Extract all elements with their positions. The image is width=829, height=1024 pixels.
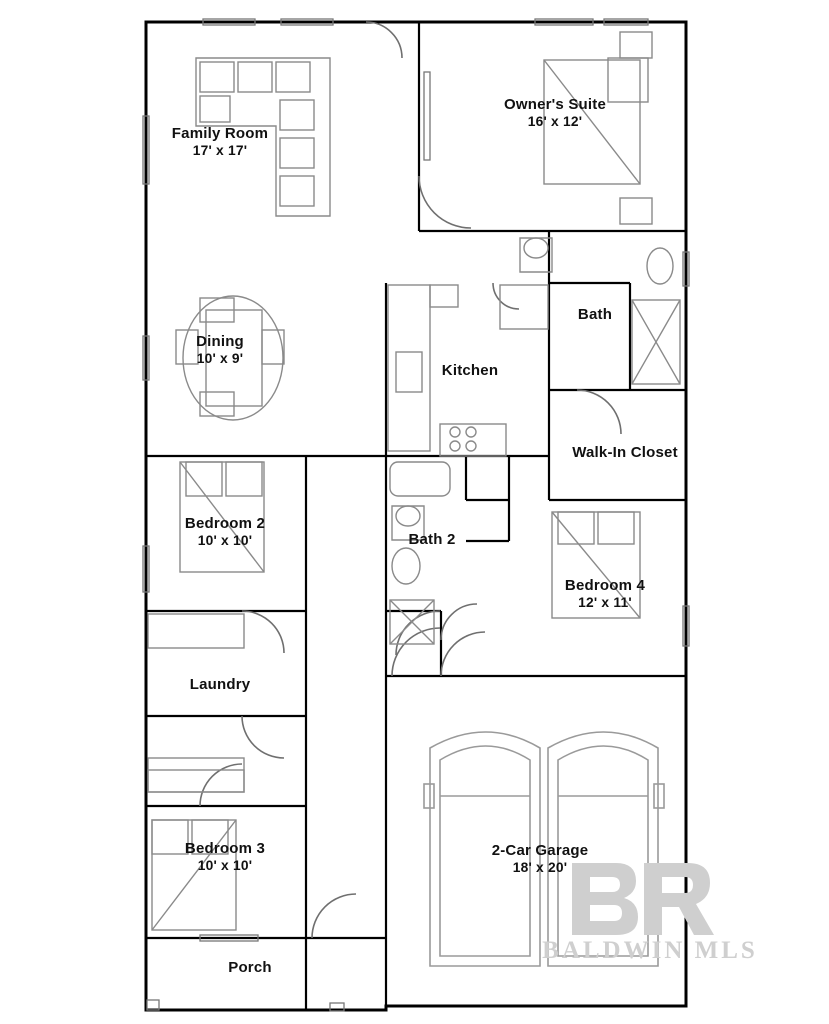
room-label-dining — [145, 333, 295, 368]
room-label-bedroom-3 — [140, 840, 310, 875]
room-label-family-room — [130, 125, 310, 160]
room-name: Walk-In Closet — [572, 444, 678, 461]
room-dimensions: 10' x 9' — [196, 351, 244, 366]
room-name: Kitchen — [441, 362, 499, 379]
room-dimensions: 16' x 12' — [527, 114, 583, 129]
room-name: Owner's Suite — [503, 96, 607, 113]
room-name: Bedroom 2 — [184, 515, 266, 532]
room-label-walk-in-closet — [525, 444, 725, 462]
room-name: Bedroom 3 — [184, 840, 266, 857]
room-label-bath — [540, 306, 650, 324]
room-label-garage — [440, 842, 640, 877]
room-label-kitchen — [400, 362, 540, 380]
room-label-owners-suite — [455, 96, 655, 131]
bedroom3-bed — [152, 820, 236, 930]
room-label-bath-2 — [372, 531, 492, 549]
room-name: Laundry — [189, 676, 251, 693]
room-label-bedroom-2 — [140, 515, 310, 550]
room-label-porch — [190, 959, 310, 977]
room-dimensions: 10' x 10' — [197, 858, 253, 873]
room-label-bedroom-4 — [520, 577, 690, 612]
room-name: Porch — [228, 959, 272, 976]
room-name: Bath — [577, 306, 613, 323]
room-label-laundry — [140, 676, 300, 694]
room-dimensions: 18' x 20' — [512, 860, 568, 875]
watermark-text: BALDWIN MLS — [542, 937, 758, 964]
room-dimensions: 17' x 17' — [192, 143, 248, 158]
room-name: Bath 2 — [408, 531, 456, 548]
room-dimensions: 10' x 10' — [197, 533, 253, 548]
room-name: Dining — [196, 333, 244, 350]
room-name: Family Room — [171, 125, 269, 142]
room-name: 2-Car Garage — [491, 842, 589, 859]
room-name: Bedroom 4 — [564, 577, 646, 594]
room-dimensions: 12' x 11' — [578, 595, 632, 610]
